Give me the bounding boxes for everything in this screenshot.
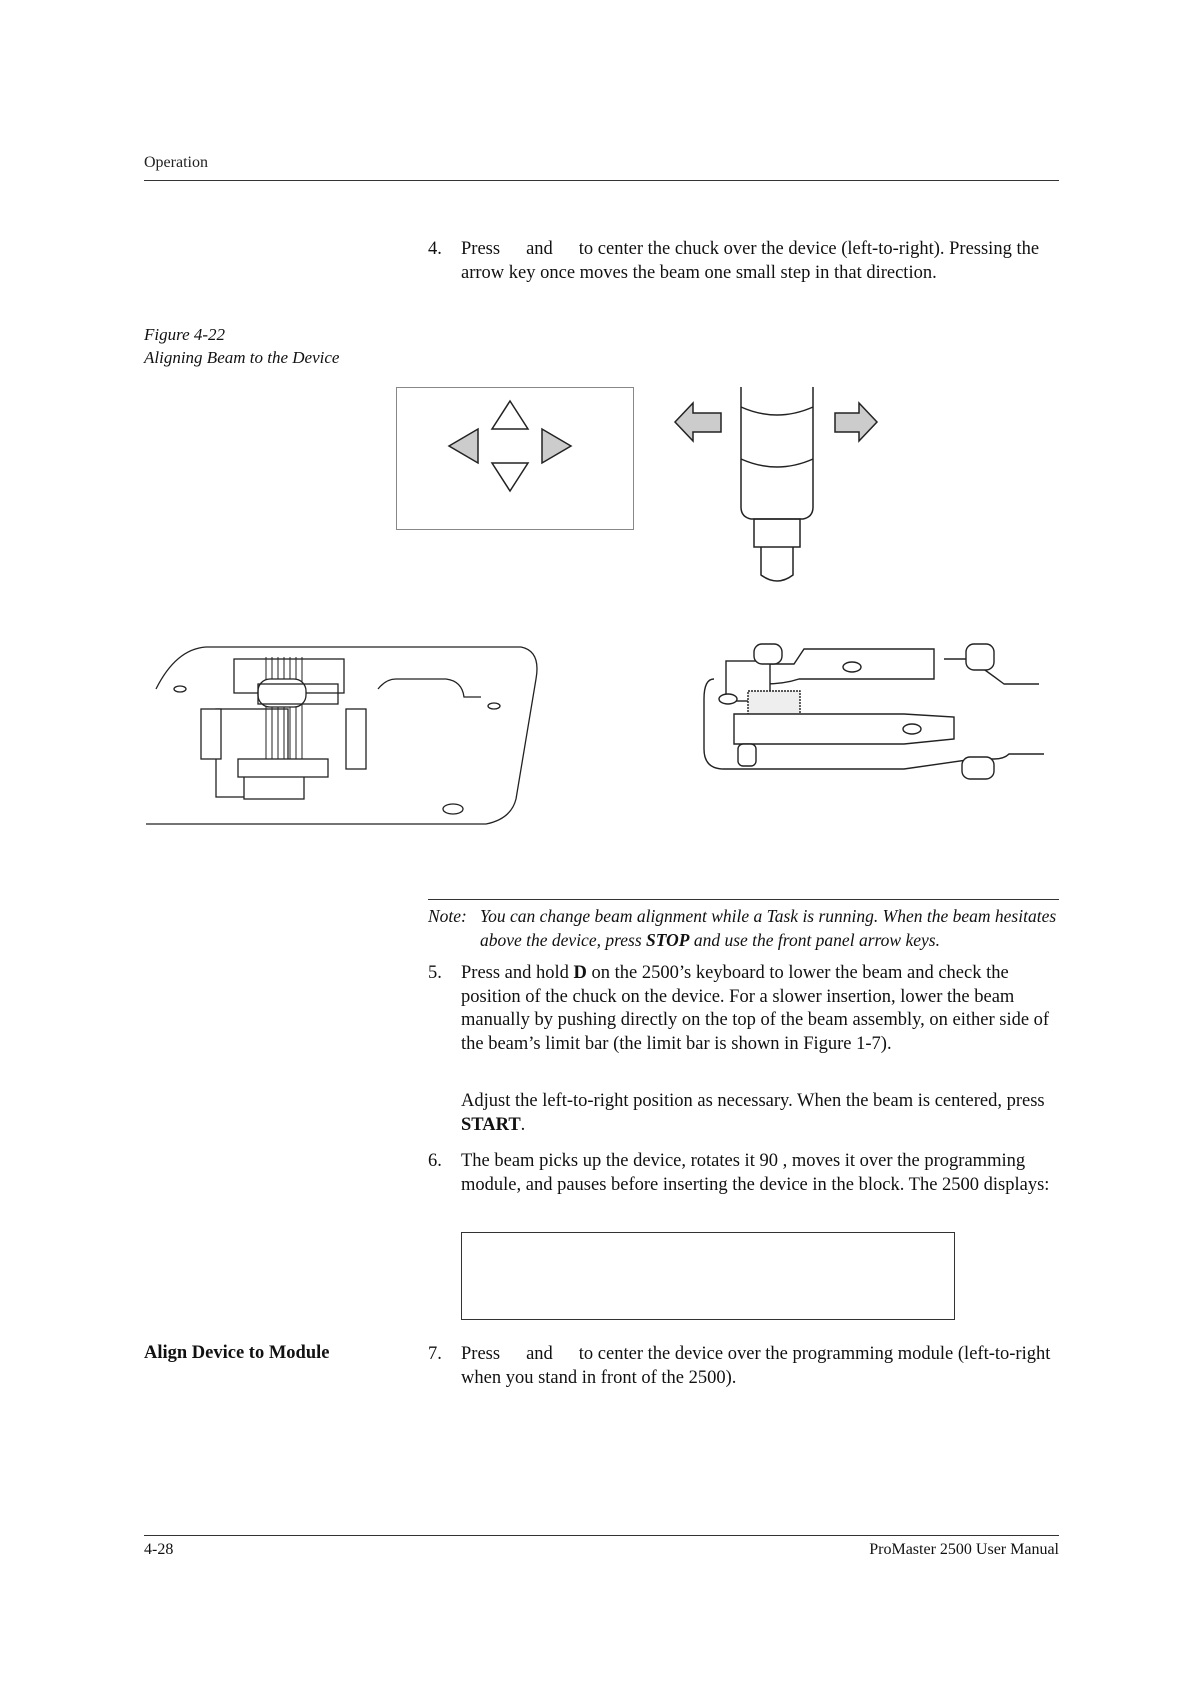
right-move-arrow-icon <box>835 403 877 441</box>
step-number: 5. <box>428 963 442 983</box>
key-label: START <box>461 1114 521 1135</box>
step-text: Press <box>461 239 501 259</box>
step-5-continued <box>428 1090 1068 1137</box>
side-heading: Align Device to Module <box>144 1343 330 1363</box>
step-6 <box>428 1150 1068 1197</box>
step-text: on the 2500’s keyboard to lower the beam and check the position of the chuck on the device. For a slower insertion, lower the beam manually by pushing directly on the top of the beam assembly, on either side of the beam’s limit bar (the limit bar is shown in Figure 1-7). <box>461 963 1050 1054</box>
step-text: to center the device over the programming module (left-to-right when you stand in front of the 2500). <box>461 1344 1051 1388</box>
footer-title: ProMaster 2500 User Manual <box>869 1541 1059 1558</box>
footer-rule <box>144 1535 1059 1536</box>
step-text: to center the chuck over the device (left-to-right). Pressing the arrow key once moves the beam one small step in that direction. <box>461 239 1040 283</box>
step-number: 4. <box>428 239 442 259</box>
display-box <box>461 1232 955 1320</box>
step-number: 6. <box>428 1151 442 1171</box>
step-text: and <box>526 239 553 259</box>
step-text: Press and hold <box>461 963 574 983</box>
note-rule <box>428 899 1059 900</box>
note-text: and use the front panel arrow keys. <box>689 930 940 950</box>
figure-number: Figure 4-22 <box>144 325 226 344</box>
figure-caption <box>144 323 339 369</box>
beam-figure <box>671 387 881 592</box>
note <box>428 904 1068 952</box>
step-text: Adjust the left-to-right position as necessary. When the beam is centered, press <box>461 1091 1045 1111</box>
note-key: STOP <box>646 930 690 950</box>
step-5 <box>428 962 1068 1056</box>
header-rule <box>144 180 1059 181</box>
note-label: Note: <box>428 906 467 926</box>
step-text: Press <box>461 1344 501 1364</box>
programming-module-figure <box>704 639 1049 784</box>
note-text: You can change beam alignment while a Task is running. When the beam hesitates above the device, press <box>480 906 1057 950</box>
arrow-keypad-figure <box>396 387 634 530</box>
socket-device-figure <box>146 639 546 829</box>
page-number: 4-28 <box>144 1541 174 1558</box>
running-header: Operation <box>144 154 208 171</box>
step-text: . <box>520 1114 526 1135</box>
step-4 <box>428 238 1068 285</box>
left-move-arrow-icon <box>675 403 721 441</box>
figure-title: Aligning Beam to the Device <box>144 348 340 367</box>
key-label: D <box>573 963 587 983</box>
step-text: and <box>526 1344 553 1364</box>
step-7 <box>428 1343 1068 1390</box>
step-text: The beam picks up the device, rotates it 90 , moves it over the programming module, and pauses before inserting the device in the block. The 2500 displays: <box>461 1151 1050 1195</box>
step-number: 7. <box>428 1344 442 1364</box>
